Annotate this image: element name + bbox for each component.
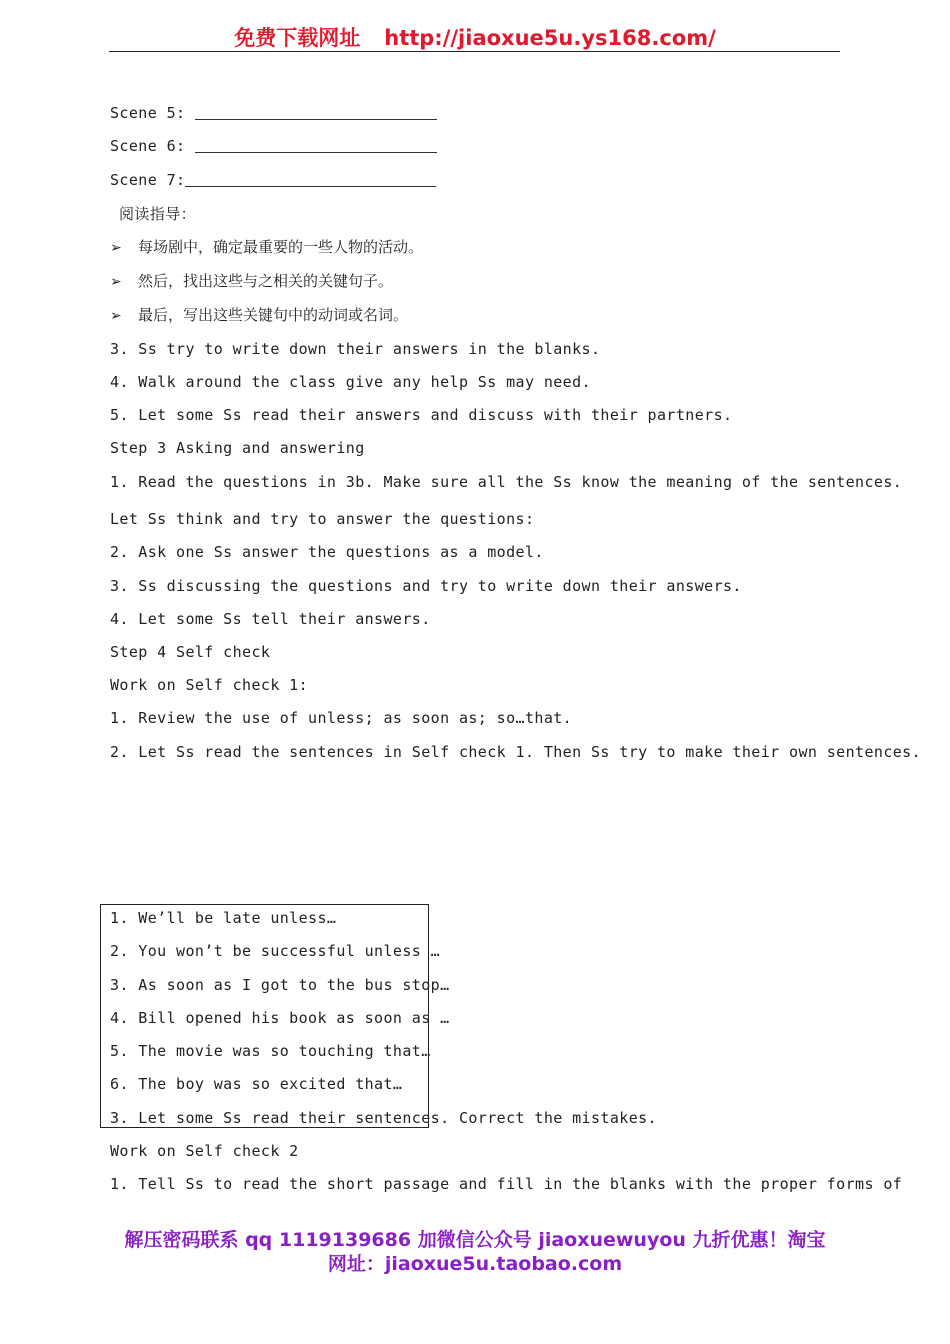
- body-line: 1. Review the use of unless; as soon as; so…that.: [110, 709, 573, 727]
- scene-7-blank: [185, 172, 436, 187]
- scene-5-blank: [195, 105, 437, 120]
- guide-bullet: ➢ 最后，写出这些关键句中的动词或名词。: [110, 306, 409, 324]
- footer-shop-link[interactable]: 网址：jiaoxue5u.taobao.com: [327, 1253, 623, 1275]
- header-url-link[interactable]: http://jiaoxue5u.ys168.com/: [384, 26, 716, 50]
- box-item: 4. Bill opened his book as soon as …: [110, 1009, 450, 1027]
- arrow-bullet-icon: ➢: [110, 240, 122, 256]
- page-header: [0, 22, 950, 52]
- body-line: 3. Ss discussing the questions and try to write down their answers.: [110, 577, 742, 595]
- footer-contact: 解压密码联系 qq 1119139686 加微信公众号 jiaoxuewuyou 九折优惠！淘宝: [124, 1229, 826, 1251]
- arrow-bullet-icon: ➢: [110, 308, 122, 324]
- guide-title: 阅读指导：: [119, 205, 197, 223]
- scene-label: Scene 6:: [110, 137, 186, 155]
- box-item: 1. We’ll be late unless…: [110, 909, 337, 927]
- header-divider: [109, 51, 840, 52]
- box-item: 6. The boy was so excited that…: [110, 1075, 403, 1093]
- body-line: 5. Let some Ss read their answers and discuss with their partners.: [110, 406, 733, 424]
- box-item: 5. The movie was so touching that…: [110, 1042, 431, 1060]
- scene-7-row: [110, 171, 436, 189]
- body-line: 3. Ss try to write down their answers in the blanks.: [110, 340, 601, 358]
- guide-bullet: ➢ 然后，找出这些与之相关的关键句子。: [110, 272, 394, 290]
- header-label: 免费下载网址: [234, 26, 361, 50]
- scene-label: Scene 7:: [110, 171, 186, 189]
- body-line: 1. Tell Ss to read the short passage and fill in the blanks with the proper forms of: [110, 1175, 903, 1193]
- scene-5-row: [110, 104, 437, 122]
- body-line: 2. Ask one Ss answer the questions as a model.: [110, 543, 544, 561]
- step-heading: Step 3 Asking and answering: [110, 439, 365, 457]
- page-footer: [0, 1228, 950, 1276]
- box-item: 3. As soon as I got to the bus stop…: [110, 976, 450, 994]
- step-heading: Step 4 Self check: [110, 643, 271, 661]
- body-line: 2. Let Ss read the sentences in Self check 1. Then Ss try to make their own sentences.: [110, 743, 922, 761]
- body-line: 4. Let some Ss tell their answers.: [110, 610, 431, 628]
- scene-6-row: [110, 137, 437, 155]
- body-line: 1. Read the questions in 3b. Make sure all the Ss know the meaning of the sentences.: [110, 473, 903, 491]
- body-line: 4. Walk around the class give any help Ss may need.: [110, 373, 591, 391]
- section-heading: Work on Self check 1:: [110, 676, 309, 694]
- body-line: Let Ss think and try to answer the questions:: [110, 510, 535, 528]
- box-item: 2. You won’t be successful unless …: [110, 942, 441, 960]
- body-line: 3. Let some Ss read their sentences. Correct the mistakes.: [110, 1109, 657, 1127]
- arrow-bullet-icon: ➢: [110, 274, 122, 290]
- scene-6-blank: [195, 138, 437, 153]
- section-heading: Work on Self check 2: [110, 1142, 299, 1160]
- scene-label: Scene 5:: [110, 104, 186, 122]
- guide-bullet: ➢ 每场剧中，确定最重要的一些人物的活动。: [110, 238, 424, 256]
